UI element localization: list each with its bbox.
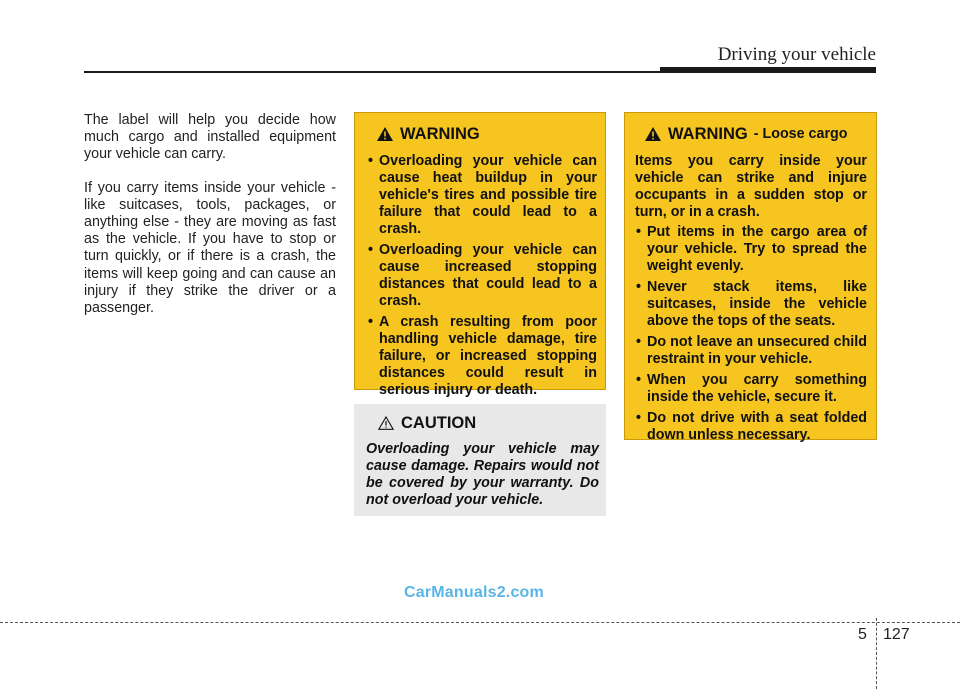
caution-title-text: CAUTION [401,414,477,432]
list-item: • Never stack items, like suitcases, inside the vehicle above the tops of the seats. [635,279,867,330]
caution-text: Overloading your vehicle may cause damage. Repairs would not be covered by your warranty. Do not overload your vehicle. [366,441,599,508]
section-title: Driving your vehicle [717,44,876,65]
warning-title [377,124,597,144]
chapter-number: 5 [858,626,867,643]
header-rule-thick [660,67,876,73]
list-item: • Overloading your vehicle can cause heat buildup in your vehicle's tires and possible tire failure that could lead to a crash. [367,153,597,238]
warning-title-text: WARNING [668,125,748,143]
caution-triangle-icon [378,416,394,430]
caution-title [378,413,599,433]
warning-box [354,112,606,398]
header-rule [84,71,660,73]
warning-triangle-icon [377,127,393,141]
warning-intro: Items you carry inside your vehicle can strike and injure occupants in a sudden stop or turn, or in a crash. [635,153,867,220]
warning-loose-cargo-box [624,112,877,443]
warning-subtitle: - Loose cargo [753,126,848,142]
list-item: • A crash resulting from poor handling vehicle damage, tire failure, or increased stopping distances could result in serious injury or death. [367,314,597,399]
warning-triangle-icon [645,127,661,141]
list-item: • Do not drive with a seat folded down unless necessary. [635,410,867,444]
warning-title [645,124,867,144]
caution-box [354,404,606,516]
list-item: • Do not leave an unsecured child restraint in your vehicle. [635,334,867,368]
footer-divider [876,618,877,689]
warning-title-text: WARNING [400,125,480,143]
page-number: 127 [883,626,910,643]
footer-rule [0,622,960,623]
list-item: • Put items in the cargo area of your vehicle. Try to spread the weight evenly. [635,224,867,275]
warning-list [635,224,867,444]
list-item: • When you carry something inside the vehicle, secure it. [635,372,867,406]
list-item: • Overloading your vehicle can cause increased stopping distances that could lead to a crash. [367,242,597,310]
body-text-column [84,112,336,333]
watermark-link[interactable]: CarManuals2.com [404,584,544,601]
warning-list [367,153,597,399]
paragraph: The label will help you decide how much cargo and installed equipment your vehicle can carry. [84,112,336,163]
paragraph: If you carry items inside your vehicle - like suitcases, tools, packages, or anything else - they are moving as fast as the vehicle. If you have to stop or turn quickly, or if there is a crash, the items will keep going and can cause an injury if they strike the driver or a passenger. [84,179,336,317]
